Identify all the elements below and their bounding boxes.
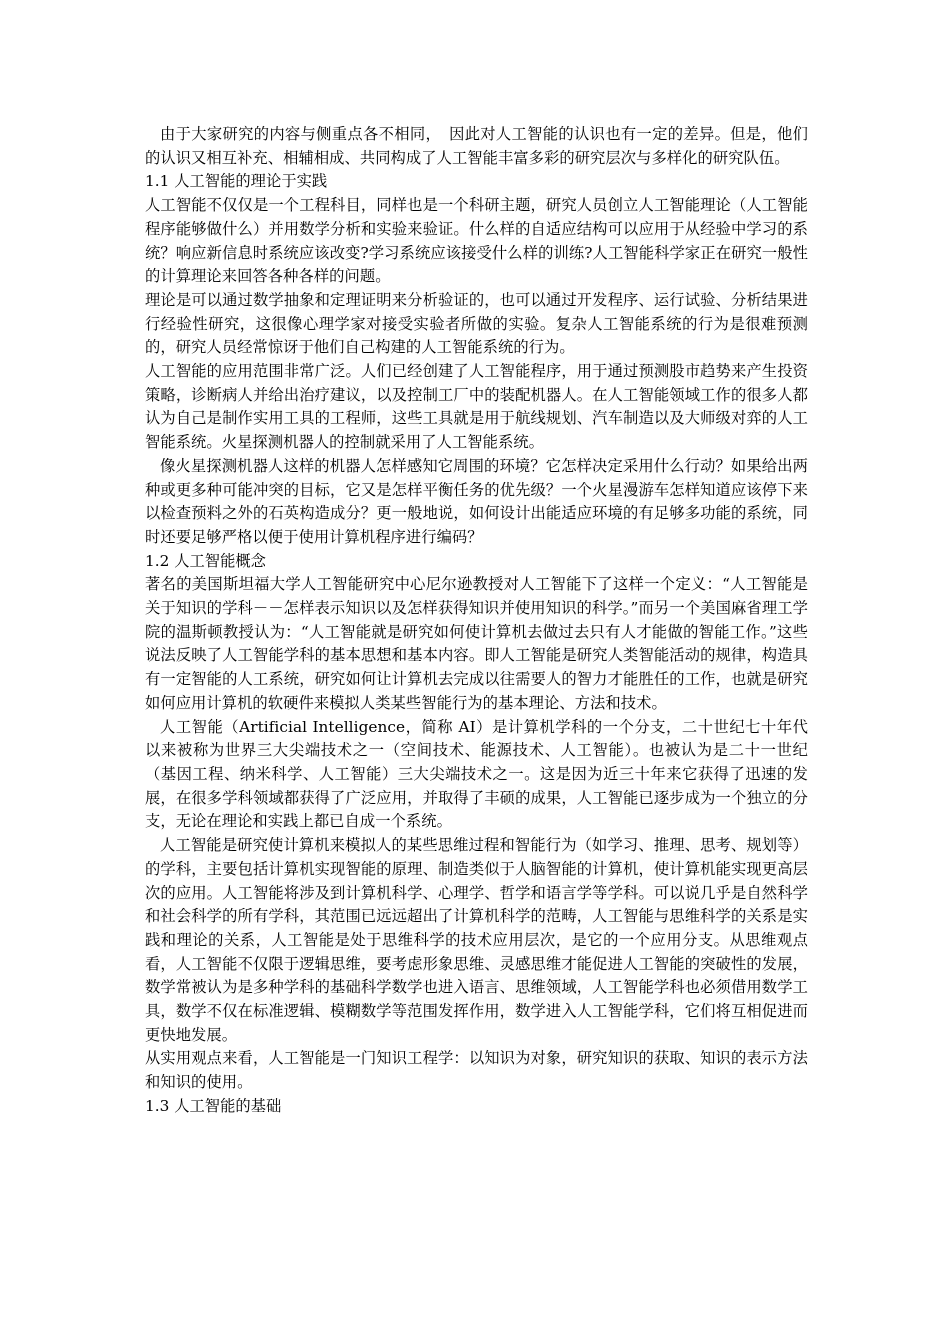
- paragraph-intro: 由于大家研究的内容与侧重点各不相同， 因此对人工智能的认识也有一定的差异。但是，他们的认识又相互补充、相辅相成、共同构成了人工智能丰富多彩的研究层次与多样化的研究队伍。: [145, 125, 808, 167]
- paragraph-theory-verification: 理论是可以通过数学抽象和定理证明来分析验证的，也可以通过开发程序、运行试验、分析结果进行经验性研究，这很像心理学家对接受实验者所做的实验。复杂人工智能系统的行为是很难预测的，研究人员经常惊讶于他们自己构建的人工智能系统的行为。: [145, 290, 808, 357]
- paragraph-applications: 人工智能的应用范围非常广泛。人们已经创建了人工智能程序，用于通过预测股市趋势来产生投资策略，诊断病人并给出治疗建议，以及控制工厂中的装配机器人。在人工智能领域工作的很多人都认为自己是制作实用工具的工程师，这些工具就是用于航线规划、汽车制造以及大师级对弈的人工智能系统。火星探测机器人的控制就采用了人工智能系统。: [145, 362, 808, 452]
- paragraph-theory: 人工智能不仅仅是一个工程科目，同样也是一个科研主题，研究人员创立人工智能理论（人工智能程序能够做什么）并用数学分析和实验来验证。什么样的自适应结构可以应用于从经验中学习的系统？响应新信息时系统应该改变?学习系统应该接受什么样的训练?人工智能科学家正在研究一般性的计算理论来回答各种各样的问题。: [145, 196, 808, 286]
- document-page: [145, 123, 808, 1119]
- paragraph-ai-branch: 人工智能（Artificial Intelligence，简称 AI）是计算机学科的一个分支，二十世纪七十年代以来被称为世界三大尖端技术之一（空间技术、能源技术、人工智能）。也被认为是二十一世纪（基因工程、纳米科学、人工智能）三大尖端技术之一。这是因为近三十年来它获得了迅速的发展，在很多学科领域都获得了广泛应用，并取得了丰硕的成果，人工智能已逐步成为一个独立的分支，无论在理论和实践上都已自成一个系统。: [145, 717, 808, 831]
- paragraph-mars-robot: 像火星探测机器人这样的机器人怎样感知它周围的环境？它怎样决定采用什么行动？如果给出两种或更多种可能冲突的目标，它又是怎样平衡任务的优先级？一个火星漫游车怎样知道应该停下来以检查预料之外的石英构造成分？更一般地说，如何设计出能适应环境的有足够多功能的系统，同时还要足够严格以便于使用计算机程序进行编码？: [145, 456, 808, 546]
- paragraph-ai-research: 人工智能是研究使计算机来模拟人的某些思维过程和智能行为（如学习、推理、思考、规划等）的学科，主要包括计算机实现智能的原理、制造类似于人脑智能的计算机，使计算机能实现更高层次的应用。人工智能将涉及到计算机科学、心理学、哲学和语言学等学科。可以说几乎是自然科学和社会科学的所有学科，其范围已远远超出了计算机科学的范畴，人工智能与思维科学的关系是实践和理论的关系，人工智能是处于思维科学的技术应用层次，是它的一个应用分支。从思维观点看，人工智能不仅限于逻辑思维，要考虑形象思维、灵感思维才能促进人工智能的突破性的发展，数学常被认为是多种学科的基础科学数学也进入语言、思维领域，人工智能学科也必须借用数学工具，数学不仅在标准逻辑、模糊数学等范围发挥作用，数学进入人工智能学科，它们将互相促进而更快地发展。: [145, 836, 808, 1044]
- section-heading-1-3: 1.3 人工智能的基础: [145, 1096, 282, 1115]
- paragraph-practical-view: 从实用观点来看，人工智能是一门知识工程学：以知识为对象，研究知识的获取、知识的表示方法和知识的使用。: [145, 1049, 808, 1092]
- section-heading-1-1: 1.1 人工智能的理论于实践: [145, 172, 328, 191]
- paragraph-definition: 著名的美国斯坦福大学人工智能研究中心尼尔逊教授对人工智能下了这样一个定义：“人工智能是关于知识的学科－－怎样表示知识以及怎样获得知识并使用知识的科学。”而另一个美国麻省理工学院的温斯顿教授认为：“人工智能就是研究如何使计算机去做过去只有人才能做的智能工作。”这些说法反映了人工智能学科的基本思想和基本内容。即人工智能是研究人类智能活动的规律，构造具有一定智能的人工系统，研究如何让计算机去完成以往需要人的智力才能胜任的工作，也就是研究如何应用计算机的软硬件来模拟人类某些智能行为的基本理论、方法和技术。: [145, 575, 808, 712]
- section-heading-1-2: 1.2 人工智能概念: [145, 551, 266, 570]
